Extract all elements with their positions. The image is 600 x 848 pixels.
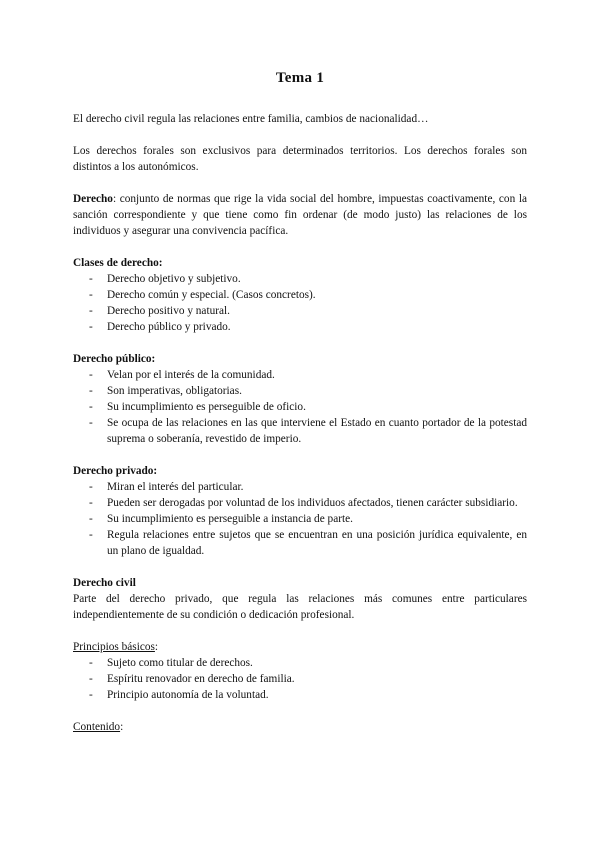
list-item: - Derecho común y especial. (Casos concretos). [89,289,316,301]
bullet-dash: - [89,305,93,317]
list-item: - Su incumplimiento es perseguible a instancia de parte. [89,513,353,525]
civil-paragraph: Parte del derecho privado, que regula las relaciones más comunes entre particulares independientemente de su condición o dedicación profesional. [73,593,527,621]
document-body [73,111,527,735]
list-item: - Derecho público y privado. [89,321,231,333]
list-item: - Velan por el interés de la comunidad. [89,369,275,381]
publico-heading: Derecho público: [73,353,156,365]
derecho-term: Derecho [73,193,113,205]
contenido-heading: Contenido: [73,721,124,733]
list-item: - Se ocupa de las relaciones en las que interviene el Estado en cuanto portador de la potestad suprema o soberanía, revestido de imperio. [89,417,527,445]
bullet-dash: - [89,513,93,525]
bullet-dash: - [89,657,93,669]
civil-heading: Derecho civil [73,577,136,589]
bullet-dash: - [89,529,93,541]
page-title: Tema 1 [275,70,325,86]
bullet-dash: - [89,673,93,685]
derecho-definition-text: : conjunto de normas que rige la vida social del hombre, impuestas coactivamente, con la sanción correspondiente y que tiene como fin ordenar (de modo justo) las relaciones de los individuos y asegurar una convivencia pacífica. [73,193,527,237]
principios-heading-text: Principios básicos [73,641,155,653]
list-item: - Principio autonomía de la voluntad. [89,689,269,701]
bullet-dash: - [89,481,93,493]
principios-heading: Principios básicos: [73,641,159,653]
list-item: - Su incumplimiento es perseguible de oficio. [89,401,306,413]
list-item: - Derecho objetivo y subjetivo. [89,273,241,285]
list-item: - Espíritu renovador en derecho de familia. [89,673,295,685]
list-item: - Miran el interés del particular. [89,481,244,493]
bullet-dash: - [89,689,93,701]
bullet-dash: - [89,417,93,429]
principios-list [73,655,527,703]
bullet-dash: - [89,321,93,333]
clases-heading: Clases de derecho: [73,257,163,269]
derecho-definition [73,191,527,239]
bullet-dash: - [89,385,93,397]
bullet-dash: - [89,401,93,413]
list-item: - Sujeto como titular de derechos. [89,657,253,669]
list-item: - Pueden ser derogadas por voluntad de los individuos afectados, tienen carácter subsidiario. [89,497,518,509]
clases-list [73,271,527,335]
publico-list [73,367,527,447]
bullet-dash: - [89,289,93,301]
list-item: - Regula relaciones entre sujetos que se encuentran en una posición jurídica equivalente, en un plano de igualdad. [89,529,527,557]
contenido-heading-text: Contenido [73,721,121,733]
list-item: - Son imperativas, obligatorias. [89,385,242,397]
intro-paragraph: El derecho civil regula las relaciones entre familia, cambios de nacionalidad… [73,113,429,125]
bullet-dash: - [89,497,93,509]
bullet-dash: - [89,369,93,381]
forales-paragraph: Los derechos forales son exclusivos para determinados territorios. Los derechos forales son distintos a los autonómicos. [73,145,527,173]
bullet-dash: - [89,273,93,285]
privado-list [73,479,527,559]
list-item: - Derecho positivo y natural. [89,305,230,317]
privado-heading: Derecho privado: [73,465,158,477]
